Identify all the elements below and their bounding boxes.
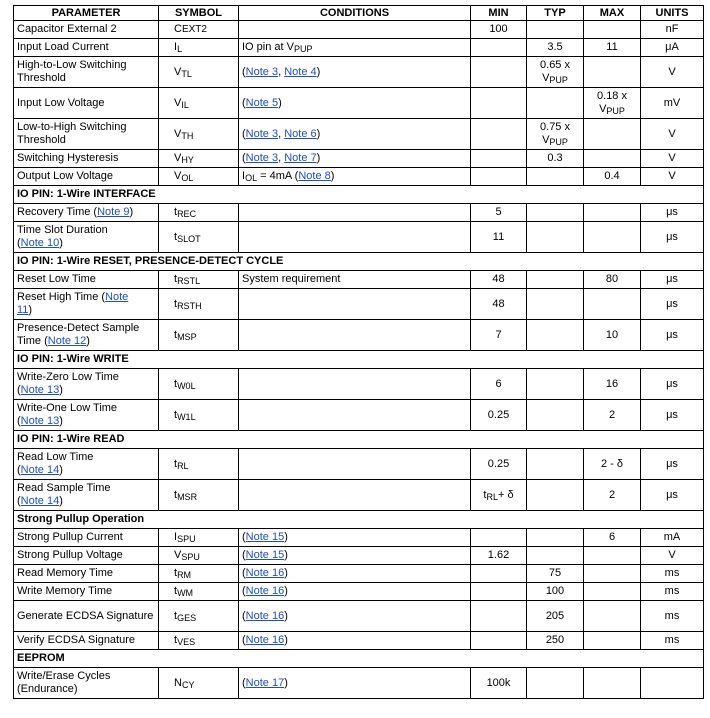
section-row bbox=[14, 650, 704, 668]
units-cell: V bbox=[641, 547, 704, 565]
header-typ: TYP bbox=[527, 6, 584, 21]
section-row bbox=[14, 511, 704, 529]
condition-cell bbox=[239, 400, 471, 431]
condition-cell: (Note 16) bbox=[239, 565, 471, 583]
min-cell: 11 bbox=[471, 222, 527, 253]
note-link[interactable]: Note 15 bbox=[245, 531, 285, 543]
note-link[interactable]: Note 8 bbox=[298, 170, 331, 182]
max-cell bbox=[584, 204, 641, 222]
max-cell: 11 bbox=[584, 39, 641, 57]
min-cell: 7 bbox=[471, 320, 527, 351]
condition-cell bbox=[239, 204, 471, 222]
table-row bbox=[14, 601, 704, 632]
header-parameter: PARAMETER bbox=[14, 6, 159, 21]
condition-cell: (Note 16) bbox=[239, 583, 471, 601]
max-cell: 80 bbox=[584, 271, 641, 289]
param-cell: Capacitor External 2 bbox=[14, 21, 159, 39]
table-row bbox=[14, 88, 704, 119]
units-cell: μs bbox=[641, 289, 704, 320]
header-max: MAX bbox=[584, 6, 641, 21]
table-row bbox=[14, 369, 704, 400]
note-link[interactable]: Note 4 bbox=[284, 65, 317, 78]
section-title: IO PIN: 1-Wire RESET, PRESENCE-DETECT CYCLE bbox=[14, 253, 704, 271]
note-link[interactable]: Note 16 bbox=[245, 634, 285, 646]
typ-cell: 205 bbox=[527, 601, 584, 632]
units-cell: μs bbox=[641, 369, 704, 400]
table-row bbox=[14, 529, 704, 547]
param-cell: Generate ECDSA Signature bbox=[14, 601, 159, 632]
units-cell: μs bbox=[641, 400, 704, 431]
section-title: IO PIN: 1-Wire WRITE bbox=[14, 351, 704, 369]
units-cell: μs bbox=[641, 320, 704, 351]
symbol-cell: $t_{MSR}$ bbox=[159, 480, 239, 511]
param-cell: Low-to-High Switching Threshold bbox=[14, 119, 159, 150]
param-cell: Read Sample Time (Note 14) bbox=[14, 480, 159, 511]
condition-cell: (Note 3, Note 6) bbox=[239, 119, 471, 150]
symbol-cell: $t_{RM}$ bbox=[159, 565, 239, 583]
param-cell: Read Low Time (Note 14) bbox=[14, 449, 159, 480]
units-cell: mV bbox=[641, 88, 704, 119]
symbol-cell: $V_{OL}$ bbox=[159, 168, 239, 186]
note-link[interactable]: 11 bbox=[17, 304, 29, 316]
typ-cell bbox=[527, 168, 584, 186]
param-cell: Input Load Current bbox=[14, 39, 159, 57]
condition-cell: (Note 16) bbox=[239, 632, 471, 650]
min-cell bbox=[471, 529, 527, 547]
header-symbol: SYMBOL bbox=[159, 6, 239, 21]
note-link[interactable]: Note 16 bbox=[245, 585, 285, 597]
min-cell: 48 bbox=[471, 289, 527, 320]
min-cell: 1.62 bbox=[471, 547, 527, 565]
max-cell: 10 bbox=[584, 320, 641, 351]
condition-cell bbox=[239, 480, 471, 511]
note-link[interactable]: Note 12 bbox=[47, 335, 87, 347]
symbol-cell: $t_{MSP}$ bbox=[159, 320, 239, 351]
condition-cell: (Note 17) bbox=[239, 668, 471, 699]
table-row bbox=[14, 632, 704, 650]
header-row bbox=[14, 6, 704, 21]
symbol-cell: $t_{VES}$ bbox=[159, 632, 239, 650]
note-link[interactable]: Note 13 bbox=[20, 415, 60, 427]
min-cell bbox=[471, 39, 527, 57]
note-link[interactable]: Note 9 bbox=[97, 206, 130, 218]
typ-cell bbox=[527, 369, 584, 400]
typ-cell: 0.3 bbox=[527, 150, 584, 168]
symbol-cell: $I_{SPU}$ bbox=[159, 529, 239, 547]
condition-cell: (Note 16) bbox=[239, 601, 471, 632]
units-cell: μs bbox=[641, 204, 704, 222]
section-row bbox=[14, 186, 704, 204]
min-cell bbox=[471, 583, 527, 601]
max-cell bbox=[584, 119, 641, 150]
table-row bbox=[14, 168, 704, 186]
section-title: IO PIN: 1-Wire READ bbox=[14, 431, 704, 449]
min-cell: 0.25 bbox=[471, 449, 527, 480]
min-cell bbox=[471, 150, 527, 168]
max-cell: 16 bbox=[584, 369, 641, 400]
condition-cell bbox=[239, 320, 471, 351]
units-cell: V bbox=[641, 119, 704, 150]
section-title: EEPROM bbox=[14, 650, 704, 668]
table-row bbox=[14, 289, 704, 320]
condition-cell: (Note 5) bbox=[239, 88, 471, 119]
max-cell bbox=[584, 668, 641, 699]
table-row bbox=[14, 57, 704, 88]
param-cell: Strong Pullup Current bbox=[14, 529, 159, 547]
typ-cell bbox=[527, 449, 584, 480]
param-cell: Write-One Low Time (Note 13) bbox=[14, 400, 159, 431]
min-cell bbox=[471, 168, 527, 186]
min-cell bbox=[471, 565, 527, 583]
units-cell: V bbox=[641, 168, 704, 186]
param-cell: Strong Pullup Voltage bbox=[14, 547, 159, 565]
table-row bbox=[14, 21, 704, 39]
typ-cell bbox=[527, 222, 584, 253]
param-cell: Verify ECDSA Signature bbox=[14, 632, 159, 650]
note-link[interactable]: Note 16 bbox=[245, 609, 285, 622]
section-row bbox=[14, 431, 704, 449]
units-cell: V bbox=[641, 150, 704, 168]
note-link[interactable]: Note 13 bbox=[20, 384, 60, 396]
note-link[interactable]: Note 14 bbox=[20, 495, 60, 507]
units-cell: μs bbox=[641, 222, 704, 253]
min-cell: $t_{RL}+ \delta$ bbox=[471, 480, 527, 511]
symbol-cell: $t_{SLOT}$ bbox=[159, 222, 239, 253]
typ-cell: 250 bbox=[527, 632, 584, 650]
max-cell: 2 bbox=[584, 400, 641, 431]
units-cell: V bbox=[641, 57, 704, 88]
symbol-cell: $t_{W1L}$ bbox=[159, 400, 239, 431]
header-min: MIN bbox=[471, 6, 527, 21]
note-link[interactable]: Note 15 bbox=[245, 549, 285, 561]
typ-cell bbox=[527, 271, 584, 289]
min-cell bbox=[471, 57, 527, 88]
units-cell: μs bbox=[641, 480, 704, 511]
min-cell bbox=[471, 88, 527, 119]
param-cell: Time Slot Duration (Note 10) bbox=[14, 222, 159, 253]
note-link[interactable]: Note 6 bbox=[284, 127, 317, 140]
condition-cell: (Note 15) bbox=[239, 547, 471, 565]
min-cell bbox=[471, 601, 527, 632]
symbol-cell: $V_{SPU}$ bbox=[159, 547, 239, 565]
section-row bbox=[14, 351, 704, 369]
typ-cell bbox=[527, 400, 584, 431]
note-link[interactable]: Note 3 bbox=[245, 152, 279, 164]
header-units: UNITS bbox=[641, 6, 704, 21]
max-cell bbox=[584, 57, 641, 88]
table-row bbox=[14, 320, 704, 351]
typ-cell: 0.75 x $V_{PUP}$ bbox=[527, 119, 584, 150]
symbol-cell: $V_{TL}$ bbox=[159, 57, 239, 88]
param-cell: Presence-Detect Sample Time (Note 12) bbox=[14, 320, 159, 351]
min-cell bbox=[471, 119, 527, 150]
condition-cell bbox=[239, 222, 471, 253]
typ-cell bbox=[527, 320, 584, 351]
section-row bbox=[14, 253, 704, 271]
max-cell: 6 bbox=[584, 529, 641, 547]
param-cell: Write/Erase Cycles (Endurance) bbox=[14, 668, 159, 699]
table-row bbox=[14, 222, 704, 253]
max-cell: 2 bbox=[584, 480, 641, 511]
min-cell: 100k bbox=[471, 668, 527, 699]
table-row bbox=[14, 271, 704, 289]
note-link[interactable]: Note 7 bbox=[284, 152, 317, 164]
condition-cell bbox=[239, 21, 471, 39]
condition-cell: (Note 15) bbox=[239, 529, 471, 547]
max-cell bbox=[584, 150, 641, 168]
condition-cell bbox=[239, 369, 471, 400]
condition-cell: (Note 3, Note 4) bbox=[239, 57, 471, 88]
max-cell bbox=[584, 565, 641, 583]
units-cell bbox=[641, 668, 704, 699]
symbol-cell: $t_{RL}$ bbox=[159, 449, 239, 480]
symbol-cell: $t_{REC}$ bbox=[159, 204, 239, 222]
symbol-cell: $t_{GES}$ bbox=[159, 601, 239, 632]
param-cell: Recovery Time (Note 9) bbox=[14, 204, 159, 222]
symbol-cell: $t_{RSTL}$ bbox=[159, 271, 239, 289]
min-cell bbox=[471, 632, 527, 650]
typ-cell bbox=[527, 88, 584, 119]
min-cell: 48 bbox=[471, 271, 527, 289]
max-cell bbox=[584, 547, 641, 565]
units-cell: ms bbox=[641, 565, 704, 583]
param-cell: Switching Hysteresis bbox=[14, 150, 159, 168]
typ-cell: 3.5 bbox=[527, 39, 584, 57]
max-cell bbox=[584, 222, 641, 253]
table-row bbox=[14, 39, 704, 57]
symbol-cell: $t_{WM}$ bbox=[159, 583, 239, 601]
table-row bbox=[14, 400, 704, 431]
table-row bbox=[14, 119, 704, 150]
symbol-cell: $I_L$ bbox=[159, 39, 239, 57]
units-cell: μs bbox=[641, 271, 704, 289]
units-cell: nF bbox=[641, 21, 704, 39]
electrical-characteristics-table bbox=[13, 5, 704, 699]
min-cell: 100 bbox=[471, 21, 527, 39]
typ-cell bbox=[527, 480, 584, 511]
section-title: IO PIN: 1-Wire INTERFACE bbox=[14, 186, 704, 204]
units-cell: μA bbox=[641, 39, 704, 57]
symbol-cell: $V_{TH}$ bbox=[159, 119, 239, 150]
param-cell: Reset High Time (Note 11) bbox=[14, 289, 159, 320]
symbol-cell: $V_{IL}$ bbox=[159, 88, 239, 119]
table-row bbox=[14, 668, 704, 699]
condition-cell bbox=[239, 289, 471, 320]
param-cell: Output Low Voltage bbox=[14, 168, 159, 186]
typ-cell bbox=[527, 204, 584, 222]
typ-cell bbox=[527, 547, 584, 565]
table-row bbox=[14, 204, 704, 222]
table-row bbox=[14, 449, 704, 480]
param-cell: Write-Zero Low Time (Note 13) bbox=[14, 369, 159, 400]
section-title: Strong Pullup Operation bbox=[14, 511, 704, 529]
symbol-cell: $t_{W0L}$ bbox=[159, 369, 239, 400]
note-link[interactable]: Note 3 bbox=[245, 65, 279, 78]
min-cell: 6 bbox=[471, 369, 527, 400]
typ-cell: 100 bbox=[527, 583, 584, 601]
typ-cell bbox=[527, 668, 584, 699]
table-row bbox=[14, 565, 704, 583]
param-cell: High-to-Low Switching Threshold bbox=[14, 57, 159, 88]
typ-cell: 75 bbox=[527, 565, 584, 583]
condition-cell: (Note 3, Note 7) bbox=[239, 150, 471, 168]
param-cell: Reset Low Time bbox=[14, 271, 159, 289]
units-cell: ms bbox=[641, 632, 704, 650]
symbol-cell: $V_{HY}$ bbox=[159, 150, 239, 168]
min-cell: 5 bbox=[471, 204, 527, 222]
typ-cell bbox=[527, 21, 584, 39]
param-cell: Read Memory Time bbox=[14, 565, 159, 583]
condition-cell: System requirement bbox=[239, 271, 471, 289]
condition-cell: $I_{OL} = 4mA$ (Note 8) bbox=[239, 168, 471, 186]
param-cell: Input Low Voltage bbox=[14, 88, 159, 119]
typ-cell bbox=[527, 289, 584, 320]
table-row bbox=[14, 150, 704, 168]
units-cell: ms bbox=[641, 601, 704, 632]
condition-cell bbox=[239, 449, 471, 480]
note-link[interactable]: Note 5 bbox=[245, 96, 279, 109]
table-row bbox=[14, 480, 704, 511]
typ-cell: 0.65 x $V_{PUP}$ bbox=[527, 57, 584, 88]
note-link[interactable]: Note bbox=[105, 291, 129, 303]
note-link[interactable]: Note 14 bbox=[20, 464, 60, 476]
table-row bbox=[14, 547, 704, 565]
max-cell: 0.18 x $V_{PUP}$ bbox=[584, 88, 641, 119]
units-cell: mA bbox=[641, 529, 704, 547]
note-link[interactable]: Note 16 bbox=[245, 567, 285, 579]
units-cell: μs bbox=[641, 449, 704, 480]
max-cell bbox=[584, 632, 641, 650]
min-cell: 0.25 bbox=[471, 400, 527, 431]
symbol-cell: CEXT2 bbox=[159, 21, 239, 39]
symbol-cell: $N_{CY}$ bbox=[159, 668, 239, 699]
typ-cell bbox=[527, 529, 584, 547]
max-cell: 0.4 bbox=[584, 168, 641, 186]
note-link[interactable]: Note 3 bbox=[245, 127, 279, 140]
note-link[interactable]: Note 17 bbox=[245, 676, 285, 689]
header-conditions: CONDITIONS bbox=[239, 6, 471, 21]
max-cell bbox=[584, 21, 641, 39]
max-cell bbox=[584, 289, 641, 320]
max-cell bbox=[584, 601, 641, 632]
table-row bbox=[14, 583, 704, 601]
condition-cell: IO pin at $V_{PUP}$ bbox=[239, 39, 471, 57]
param-cell: Write Memory Time bbox=[14, 583, 159, 601]
max-cell bbox=[584, 583, 641, 601]
units-cell: ms bbox=[641, 583, 704, 601]
symbol-cell: $t_{RSTH}$ bbox=[159, 289, 239, 320]
max-cell: 2 - δ bbox=[584, 449, 641, 480]
note-link[interactable]: Note 10 bbox=[20, 237, 60, 249]
